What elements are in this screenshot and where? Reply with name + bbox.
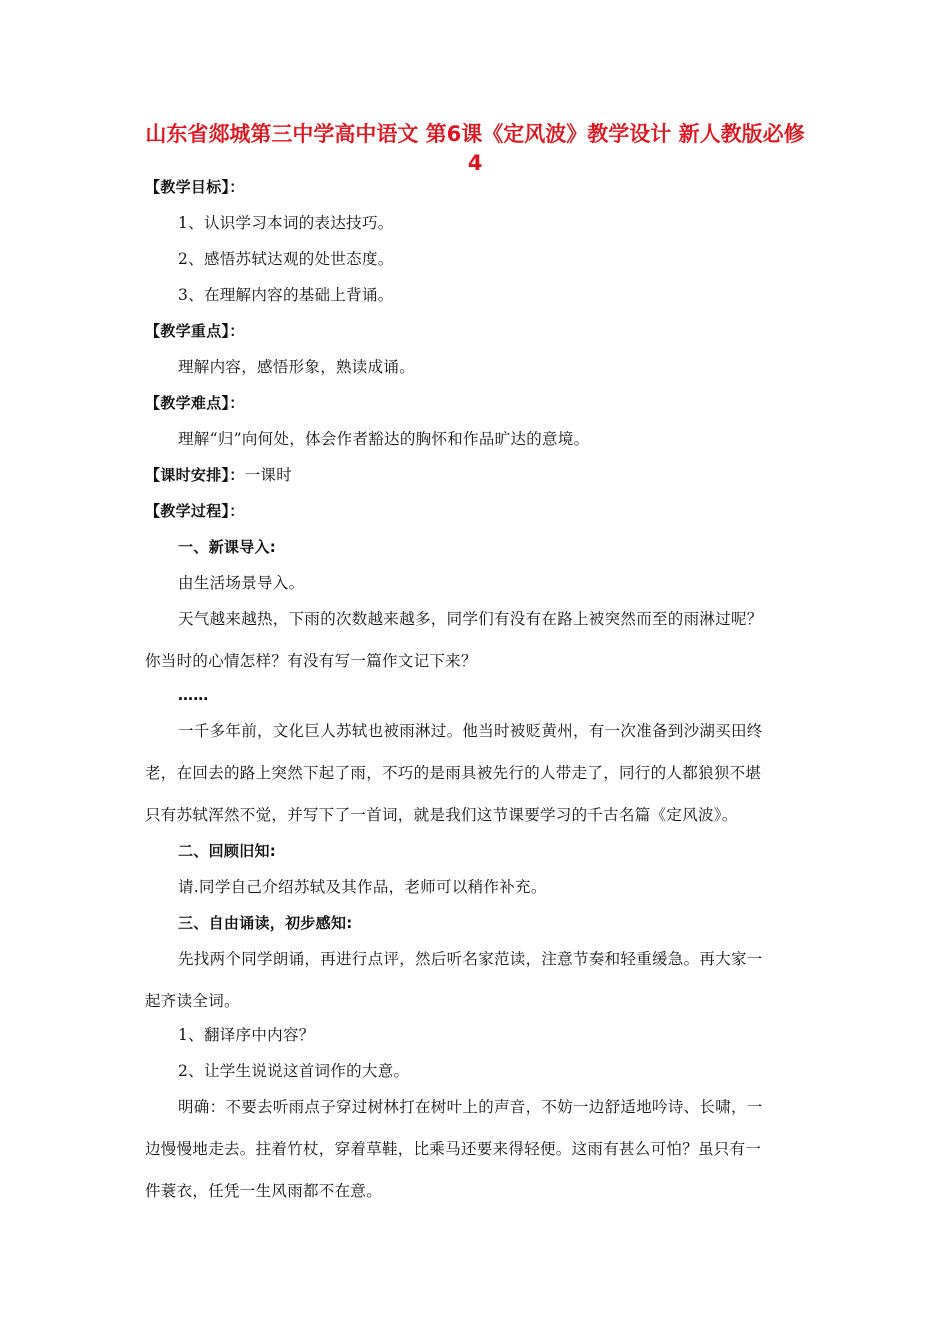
section1-ellipsis: …… bbox=[178, 686, 209, 704]
section2-text: 请.同学自己介绍苏轼及其作品，老师可以稍作补充。 bbox=[178, 878, 547, 896]
section1-intro: 由生活场景导入。 bbox=[178, 574, 305, 592]
objectives-heading: 【教学目标】： bbox=[145, 178, 245, 196]
key-points-text: 理解内容，感悟形象，熟读成诵。 bbox=[178, 358, 416, 376]
objective-item-2: 2、感悟苏轼达观的处世态度。 bbox=[178, 250, 394, 268]
schedule-heading: 【课时安排】： bbox=[145, 466, 245, 484]
section3-answer-line1: 明确：不要去听雨点子穿过树林打在树叶上的声音，不妨一边舒适地吟诗、长啸，一 bbox=[178, 1098, 763, 1116]
section1-para2-line3: 只有苏轼浑然不觉，并写下了一首词，就是我们这节课要学习的千古名篇《定风波》。 bbox=[145, 806, 738, 824]
section1-para1-line2: 你当时的心情怎样？有没有写一篇作文记下来？ bbox=[145, 652, 477, 670]
schedule-value: 一课时 bbox=[244, 466, 293, 484]
section1-para1-line1: 天气越来越热，下雨的次数越来越多，同学们有没有在路上被突然而至的雨淋过呢？ bbox=[178, 610, 763, 628]
process-heading: 【教学过程】： bbox=[145, 502, 245, 520]
section1-heading: 一、新课导入: bbox=[178, 538, 277, 556]
section3-heading: 三、自由诵读，初步感知: bbox=[178, 914, 353, 932]
section3-para-line2: 起齐读全词。 bbox=[145, 992, 240, 1010]
document-title: 山东省郯城第三中学高中语文 第6课《定风波》教学设计 新人教版必修4 bbox=[145, 122, 805, 175]
section3-answer-line3: 件蓑衣，任凭一生风雨都不在意。 bbox=[145, 1182, 383, 1200]
section3-question-1: 1、翻译序中内容？ bbox=[178, 1026, 315, 1044]
objective-item-1: 1、认识学习本词的表达技巧。 bbox=[178, 214, 394, 232]
section1-para2-line2: 老，在回去的路上突然下起了雨，不巧的是雨具被先行的人带走了，同行的人都狼狈不堪 bbox=[145, 764, 762, 782]
section3-para-line1: 先找两个同学朗诵，再进行点评，然后听名家范读，注意节奏和轻重缓急。再大家一 bbox=[178, 950, 763, 968]
section1-para2-line1: 一千多年前，文化巨人苏轼也被雨淋过。他当时被贬黄州，有一次准备到沙湖买田终 bbox=[178, 722, 763, 740]
section3-question-2: 2、让学生说说这首词作的大意。 bbox=[178, 1062, 410, 1080]
key-points-heading: 【教学重点】： bbox=[145, 322, 245, 340]
difficulties-heading: 【教学难点】： bbox=[145, 394, 245, 412]
objective-item-3: 3、在理解内容的基础上背诵。 bbox=[178, 286, 394, 304]
section3-answer-line2: 边慢慢地走去。拄着竹杖，穿着草鞋，比乘马还要来得轻便。这雨有甚么可怕？虽只有一 bbox=[145, 1140, 762, 1158]
section2-heading: 二、回顾旧知: bbox=[178, 842, 277, 860]
difficulties-text: 理解“归”向何处，体会作者豁达的胸怀和作品旷达的意境。 bbox=[178, 430, 590, 448]
schedule-row bbox=[145, 464, 292, 486]
